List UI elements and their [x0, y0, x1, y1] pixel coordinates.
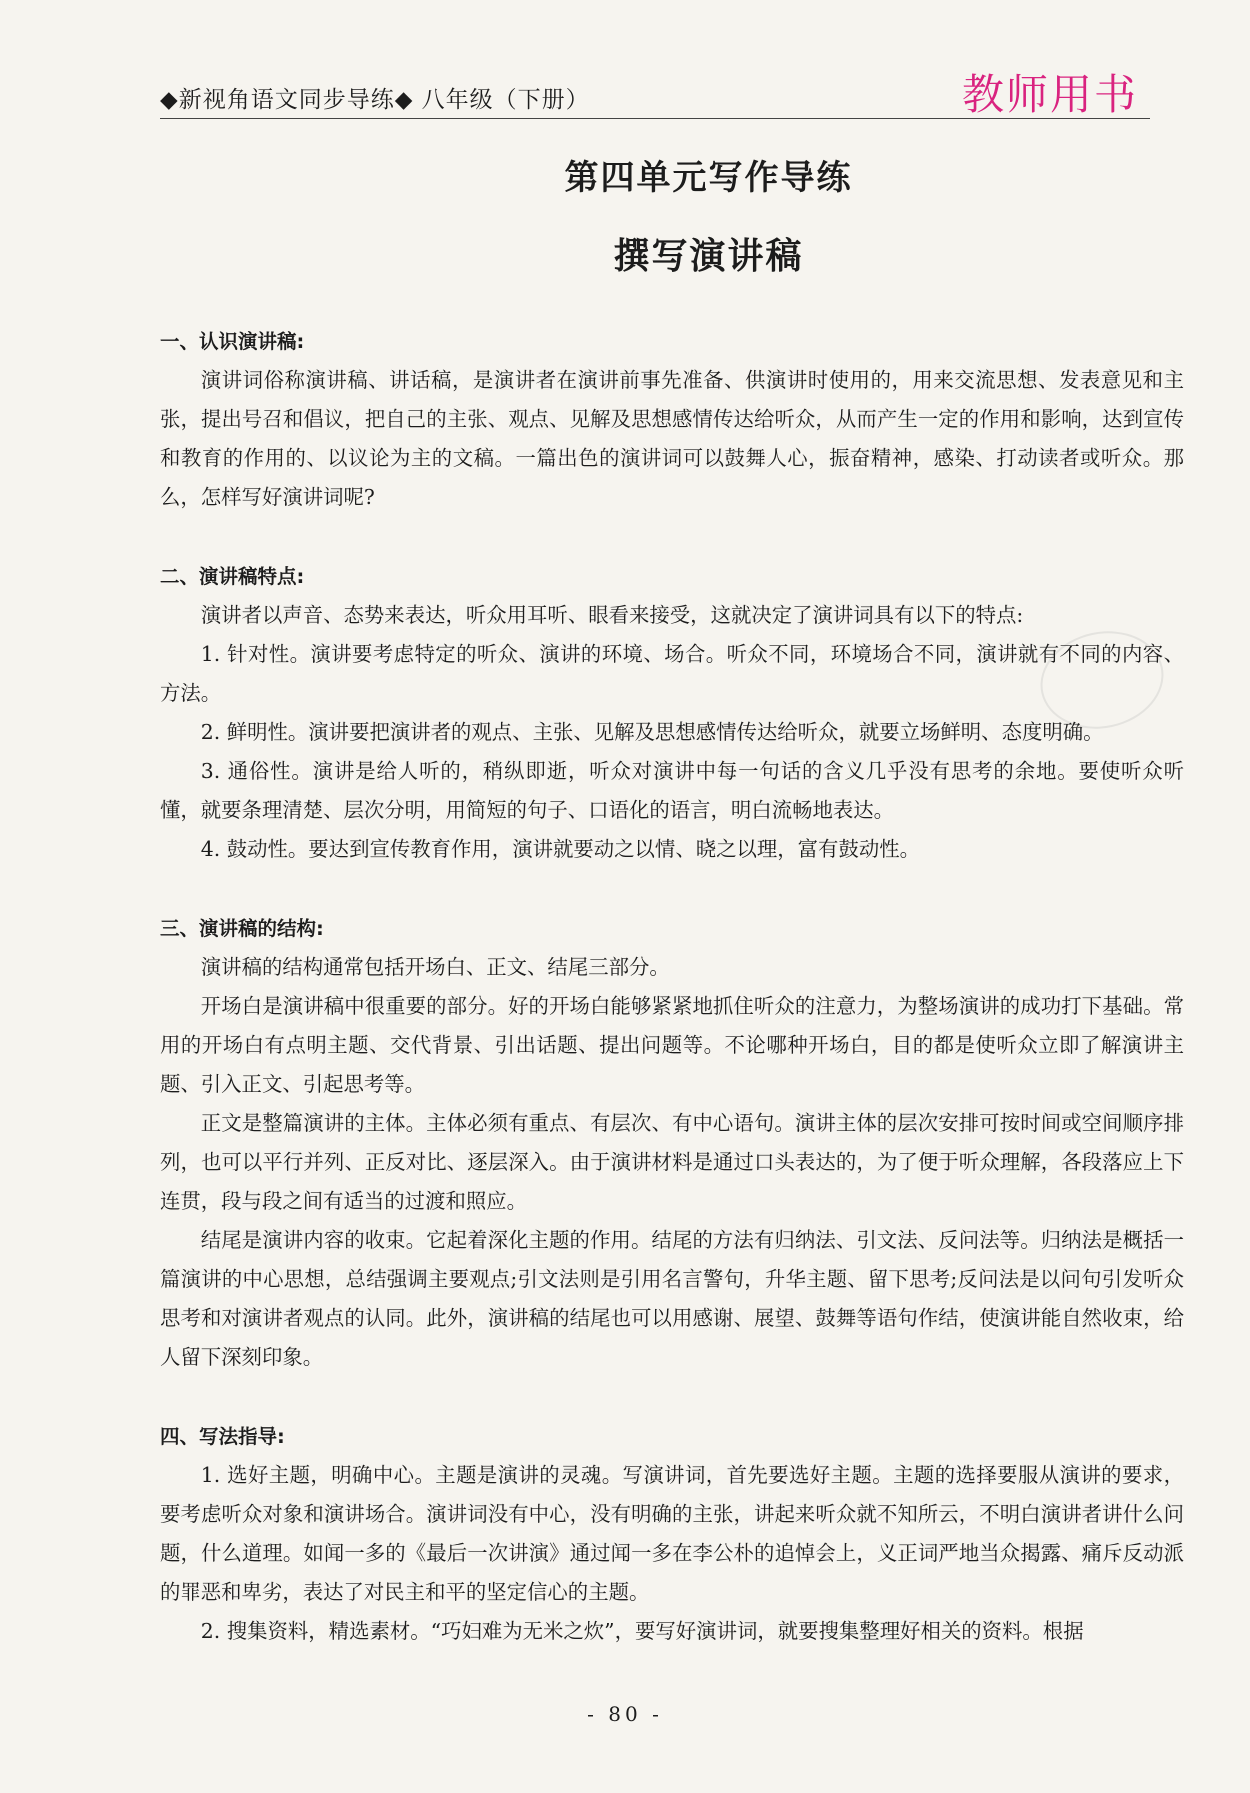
body-content: [160, 322, 1184, 1691]
teacher-edition-label: 教师用书: [961, 70, 1138, 119]
paragraph: 开场白是演讲稿中很重要的部分。好的开场白能够紧紧地抓住听众的注意力，为整场演讲的成功打下基础。常用的开场白有点明主题、交代背景、引出话题、提出问题等。不论哪种开场白，目的都是使听众立即了解演讲主题、引入正文、引起思考等。: [160, 994, 1184, 1096]
section-recognize: [160, 322, 1184, 517]
paragraph: 2. 鲜明性。演讲要把演讲者的观点、主张、见解及思想感情传达给听众，就要立场鲜明、态度明确。: [200, 720, 1104, 744]
paragraph: 3. 通俗性。演讲是给人听的，稍纵即逝，听众对演讲中每一句话的含义几乎没有思考的余地。要使听众听懂，就要条理清楚、层次分明，用简短的句子、口语化的语言，明白流畅地表达。: [160, 759, 1184, 822]
paragraph: 1. 选好主题，明确中心。主题是演讲的灵魂。写演讲词，首先要选好主题。主题的选择要服从演讲的要求，要考虑听众对象和演讲场合。演讲词没有中心，没有明确的主张，讲起来听众就不知所云，不明白演讲者讲什么问题，什么道理。如闻一多的《最后一次讲演》通过闻一多在李公朴的追悼会上，义正词严地当众揭露、痛斥反动派的罪恶和卑劣，表达了对民主和平的坚定信心的主题。: [160, 1463, 1184, 1604]
paragraph: 4. 鼓动性。要达到宣传教育作用，演讲就要动之以情、晓之以理，富有鼓动性。: [200, 837, 921, 861]
paragraph: 演讲者以声音、态势来表达，听众用耳听、眼看来接受，这就决定了演讲词具有以下的特点:: [200, 603, 1024, 627]
paragraph: 结尾是演讲内容的收束。它起着深化主题的作用。结尾的方法有归纳法、引文法、反问法等。归纳法是概括一篇演讲的中心思想，总结强调主要观点;引文法则是引用名言警句，升华主题、留下思考;反问法是以问句引发听众思考和对演讲者观点的认同。此外，演讲稿的结尾也可以用感谢、展望、鼓舞等语句作结，使演讲能自然收束，给人留下深刻印象。: [160, 1228, 1184, 1369]
paragraph: 正文是整篇演讲的主体。主体必须有重点、有层次、有中心语句。演讲主体的层次安排可按时间或空间顺序排列，也可以平行并列、正反对比、逐层深入。由于演讲材料是通过口头表达的，为了便于听众理解，各段落应上下连贯，段与段之间有适当的过渡和照应。: [160, 1111, 1184, 1213]
page-header: [160, 72, 1150, 119]
section-heading: 二、演讲稿特点:: [160, 565, 305, 588]
section-structure: [160, 909, 1184, 1377]
section-writing-guide: [160, 1417, 1184, 1651]
page-title: 第四单元写作导练: [564, 158, 853, 198]
section-heading: 四、写法指导:: [160, 1425, 285, 1448]
book-series-title: ◆新视角语文同步导练◆ 八年级（下册）: [160, 87, 590, 113]
section-features: [160, 557, 1184, 869]
paragraph: 演讲稿的结构通常包括开场白、正文、结尾三部分。: [200, 955, 670, 979]
paragraph: 2. 搜集资料，精选素材。“巧妇难为无米之炊”，要写好演讲词，就要搜集整理好相关的资料。根据: [200, 1619, 1084, 1643]
section-heading: 三、演讲稿的结构:: [160, 917, 324, 940]
paragraph: 演讲词俗称演讲稿、讲话稿，是演讲者在演讲前事先准备、供演讲时使用的，用来交流思想、发表意见和主张，提出号召和倡议，把自己的主张、观点、见解及思想感情传达给听众，从而产生一定的作用和影响，达到宣传和教育的作用的、以议论为主的文稿。一篇出色的演讲词可以鼓舞人心，振奋精神，感染、打动读者或听众。那么，怎样写好演讲词呢?: [160, 368, 1184, 509]
section-heading: 一、认识演讲稿:: [160, 330, 305, 353]
page-subtitle: 撰写演讲稿: [613, 236, 804, 277]
page-number: - 80 -: [587, 1702, 663, 1726]
paragraph: 1. 针对性。演讲要考虑特定的听众、演讲的环境、场合。听众不同，环境场合不同，演讲就有不同的内容、方法。: [160, 642, 1184, 705]
